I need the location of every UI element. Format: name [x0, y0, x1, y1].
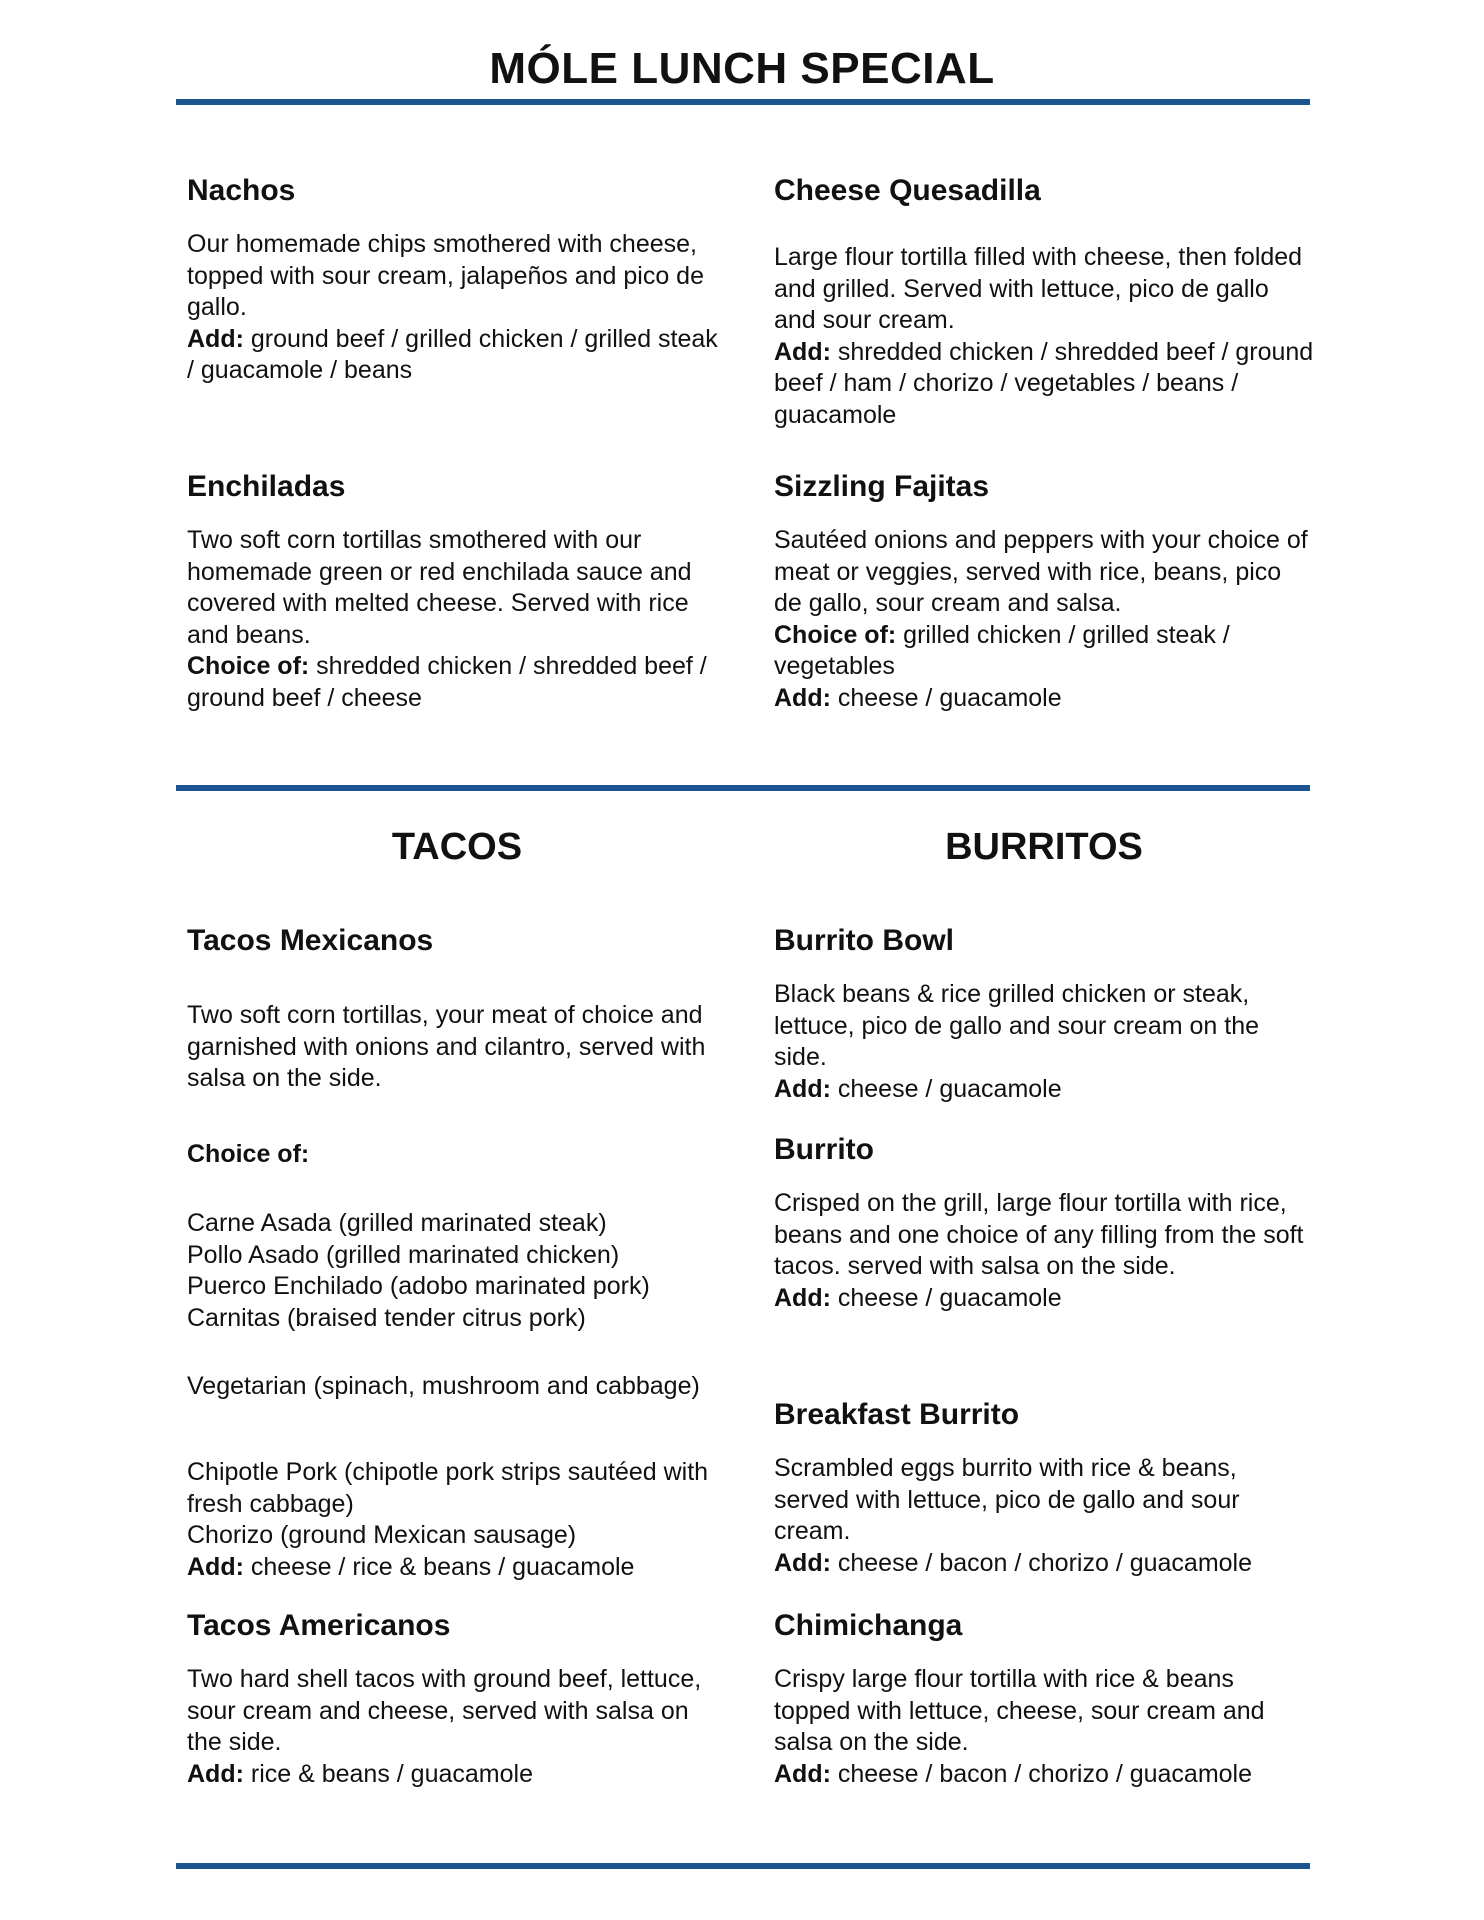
list-item: Pollo Asado (grilled marinated chicken): [187, 1240, 620, 1269]
tacos-heading: TACOS: [391, 826, 523, 868]
item-fajitas-description: Sautéed onions and peppers with your choice of meat or veggies, served with rice, beans, pico de gallo, sour cream and salsa. Choice of: grilled chicken / grilled steak / vegetables Add: cheese / guacamole: [774, 526, 1308, 712]
item-burrito-bowl-description: Black beans & rice grilled chicken or steak, lettuce, pico de gallo and sour cream on the side. Add: cheese / guacamole: [774, 980, 1260, 1103]
tacos-choice-vegetarian: Vegetarian (spinach, mushroom and cabbage): [187, 1372, 700, 1400]
tacos-choice-list: [187, 1208, 727, 1334]
item-burrito-description: Crisped on the grill, large flour tortilla with rice, beans and one choice of any filling from the soft tacos. served with salsa on the side. Add: cheese / guacamole: [774, 1189, 1304, 1312]
list-item: Puerco Enchilado (adobo marinated pork): [187, 1272, 650, 1300]
item-tacos-mexicanos-name: Tacos Mexicanos: [187, 924, 434, 957]
item-quesadilla-description: Large flour tortilla filled with cheese, then folded and grilled. Served with lettuce, pico de gallo and sour cream. Add: shredded chicken / shredded beef / ground beef / ham / chorizo / vegetables / beans / guacamole: [774, 243, 1314, 429]
tacos-choice-label: Choice of:: [187, 1140, 310, 1168]
item-tacos-mexicanos-description: Two soft corn tortillas, your meat of choice and garnished with onions and cilantro, served with salsa on the side.: [187, 1001, 706, 1092]
item-tacos-americanos-description: Two hard shell tacos with ground beef, lettuce, sour cream and cheese, served with salsa on the side. Add: rice & beans / guacamole: [187, 1665, 702, 1788]
list-item: Carnitas (braised tender citrus pork): [187, 1303, 586, 1332]
page-title: MÓLE LUNCH SPECIAL: [489, 44, 995, 93]
burritos-heading: BURRITOS: [945, 826, 1143, 868]
tacos-choice-extra: Chipotle Pork (chipotle pork strips sautéed with fresh cabbage) Chorizo (ground Mexican sausage) Add: cheese / rice & beans / guacamole: [187, 1458, 709, 1581]
item-breakfast-burrito-name: Breakfast Burrito: [774, 1398, 1020, 1431]
item-nachos-description: Our homemade chips smothered with cheese, topped with sour cream, jalapeños and pico de gallo. Add: ground beef / grilled chicken / grilled steak / guacamole / beans: [187, 230, 718, 384]
divider-bottom: [176, 1863, 1310, 1869]
item-chimichanga-name: Chimichanga: [774, 1609, 963, 1642]
list-item: Carne Asada (grilled marinated steak): [187, 1209, 607, 1237]
item-nachos-name: Nachos: [187, 174, 296, 207]
item-chimichanga-description: Crispy large flour tortilla with rice & beans topped with lettuce, cheese, sour cream and salsa on the side. Add: cheese / bacon / chorizo / guacamole: [774, 1665, 1265, 1788]
item-breakfast-burrito-description: Scrambled eggs burrito with rice & beans, served with lettuce, pico de gallo and sour cream. Add: cheese / bacon / chorizo / guacamole: [774, 1454, 1253, 1577]
item-quesadilla-name: Cheese Quesadilla: [774, 174, 1041, 207]
item-burrito-name: Burrito: [774, 1133, 874, 1166]
item-tacos-americanos-name: Tacos Americanos: [187, 1609, 451, 1642]
item-enchiladas-description: Two soft corn tortillas smothered with our homemade green or red enchilada sauce and covered with melted cheese. Served with rice and beans. Choice of: shredded chicken / shredded beef / ground beef / cheese: [187, 526, 707, 712]
item-fajitas-name: Sizzling Fajitas: [774, 470, 990, 503]
item-enchiladas-name: Enchiladas: [187, 470, 346, 503]
item-burrito-bowl-name: Burrito Bowl: [774, 924, 954, 957]
divider-middle: [176, 785, 1310, 791]
divider-top: [176, 99, 1310, 105]
